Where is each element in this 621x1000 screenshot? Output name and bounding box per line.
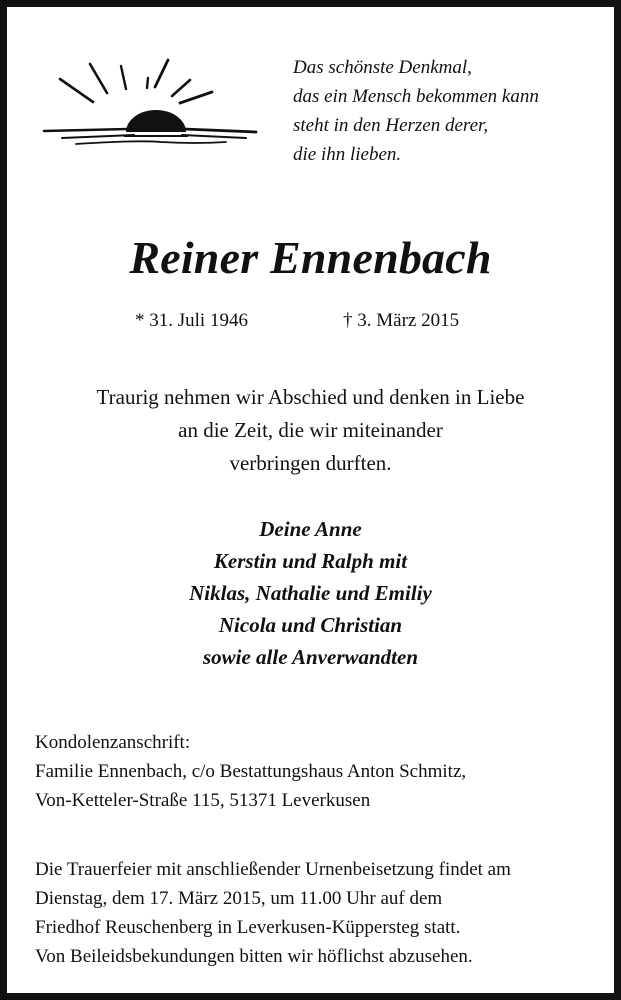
deceased-name: Reiner Ennenbach [129, 232, 492, 283]
funeral-line: Friedhof Reuschenberg in Leverkusen-Küppersteg statt. [35, 917, 461, 938]
funeral-notice [35, 855, 511, 971]
farewell-line: verbringen durften. [229, 451, 392, 475]
funeral-line: Von Beileidsbekundungen bitten wir höflichst abzusehen. [35, 946, 473, 967]
condolence-line: Kondolenzanschrift: [35, 732, 191, 753]
mourner-line: Nicola und Christian [218, 613, 403, 637]
farewell-line: an die Zeit, die wir miteinander [178, 418, 443, 442]
mourners-list [0, 513, 621, 673]
condolence-line: Familie Ennenbach, c/o Bestattungshaus Anton Schmitz, [35, 761, 467, 782]
mourner-line: sowie alle Anverwandten [202, 645, 419, 669]
farewell-text [0, 381, 621, 480]
farewell-line: Traurig nehmen wir Abschied und denken in Liebe [96, 385, 525, 409]
mourner-line: Deine Anne [259, 517, 362, 541]
sunrise-icon [36, 56, 262, 156]
condolence-address [35, 728, 466, 815]
funeral-line: Dienstag, dem 17. März 2015, um 11.00 Uhr auf dem [35, 888, 443, 909]
quote-line: das ein Mensch bekommen kann [293, 86, 539, 107]
death-date: † 3. März 2015 [343, 310, 460, 331]
mourner-line: Kerstin und Ralph mit [213, 549, 408, 573]
quote-line: steht in den Herzen derer, [293, 115, 489, 136]
condolence-line: Von-Ketteler-Straße 115, 51371 Leverkusen [35, 790, 371, 811]
funeral-line: Die Trauerfeier mit anschließender Urnenbeisetzung findet am [35, 859, 511, 880]
quote-line: die ihn lieben. [293, 144, 402, 165]
mourner-line: Niklas, Nathalie und Emiliy [189, 581, 432, 605]
quote-line: Das schönste Denkmal, [293, 57, 472, 78]
memorial-quote [293, 53, 539, 169]
birth-date: * 31. Juli 1946 [135, 310, 248, 331]
